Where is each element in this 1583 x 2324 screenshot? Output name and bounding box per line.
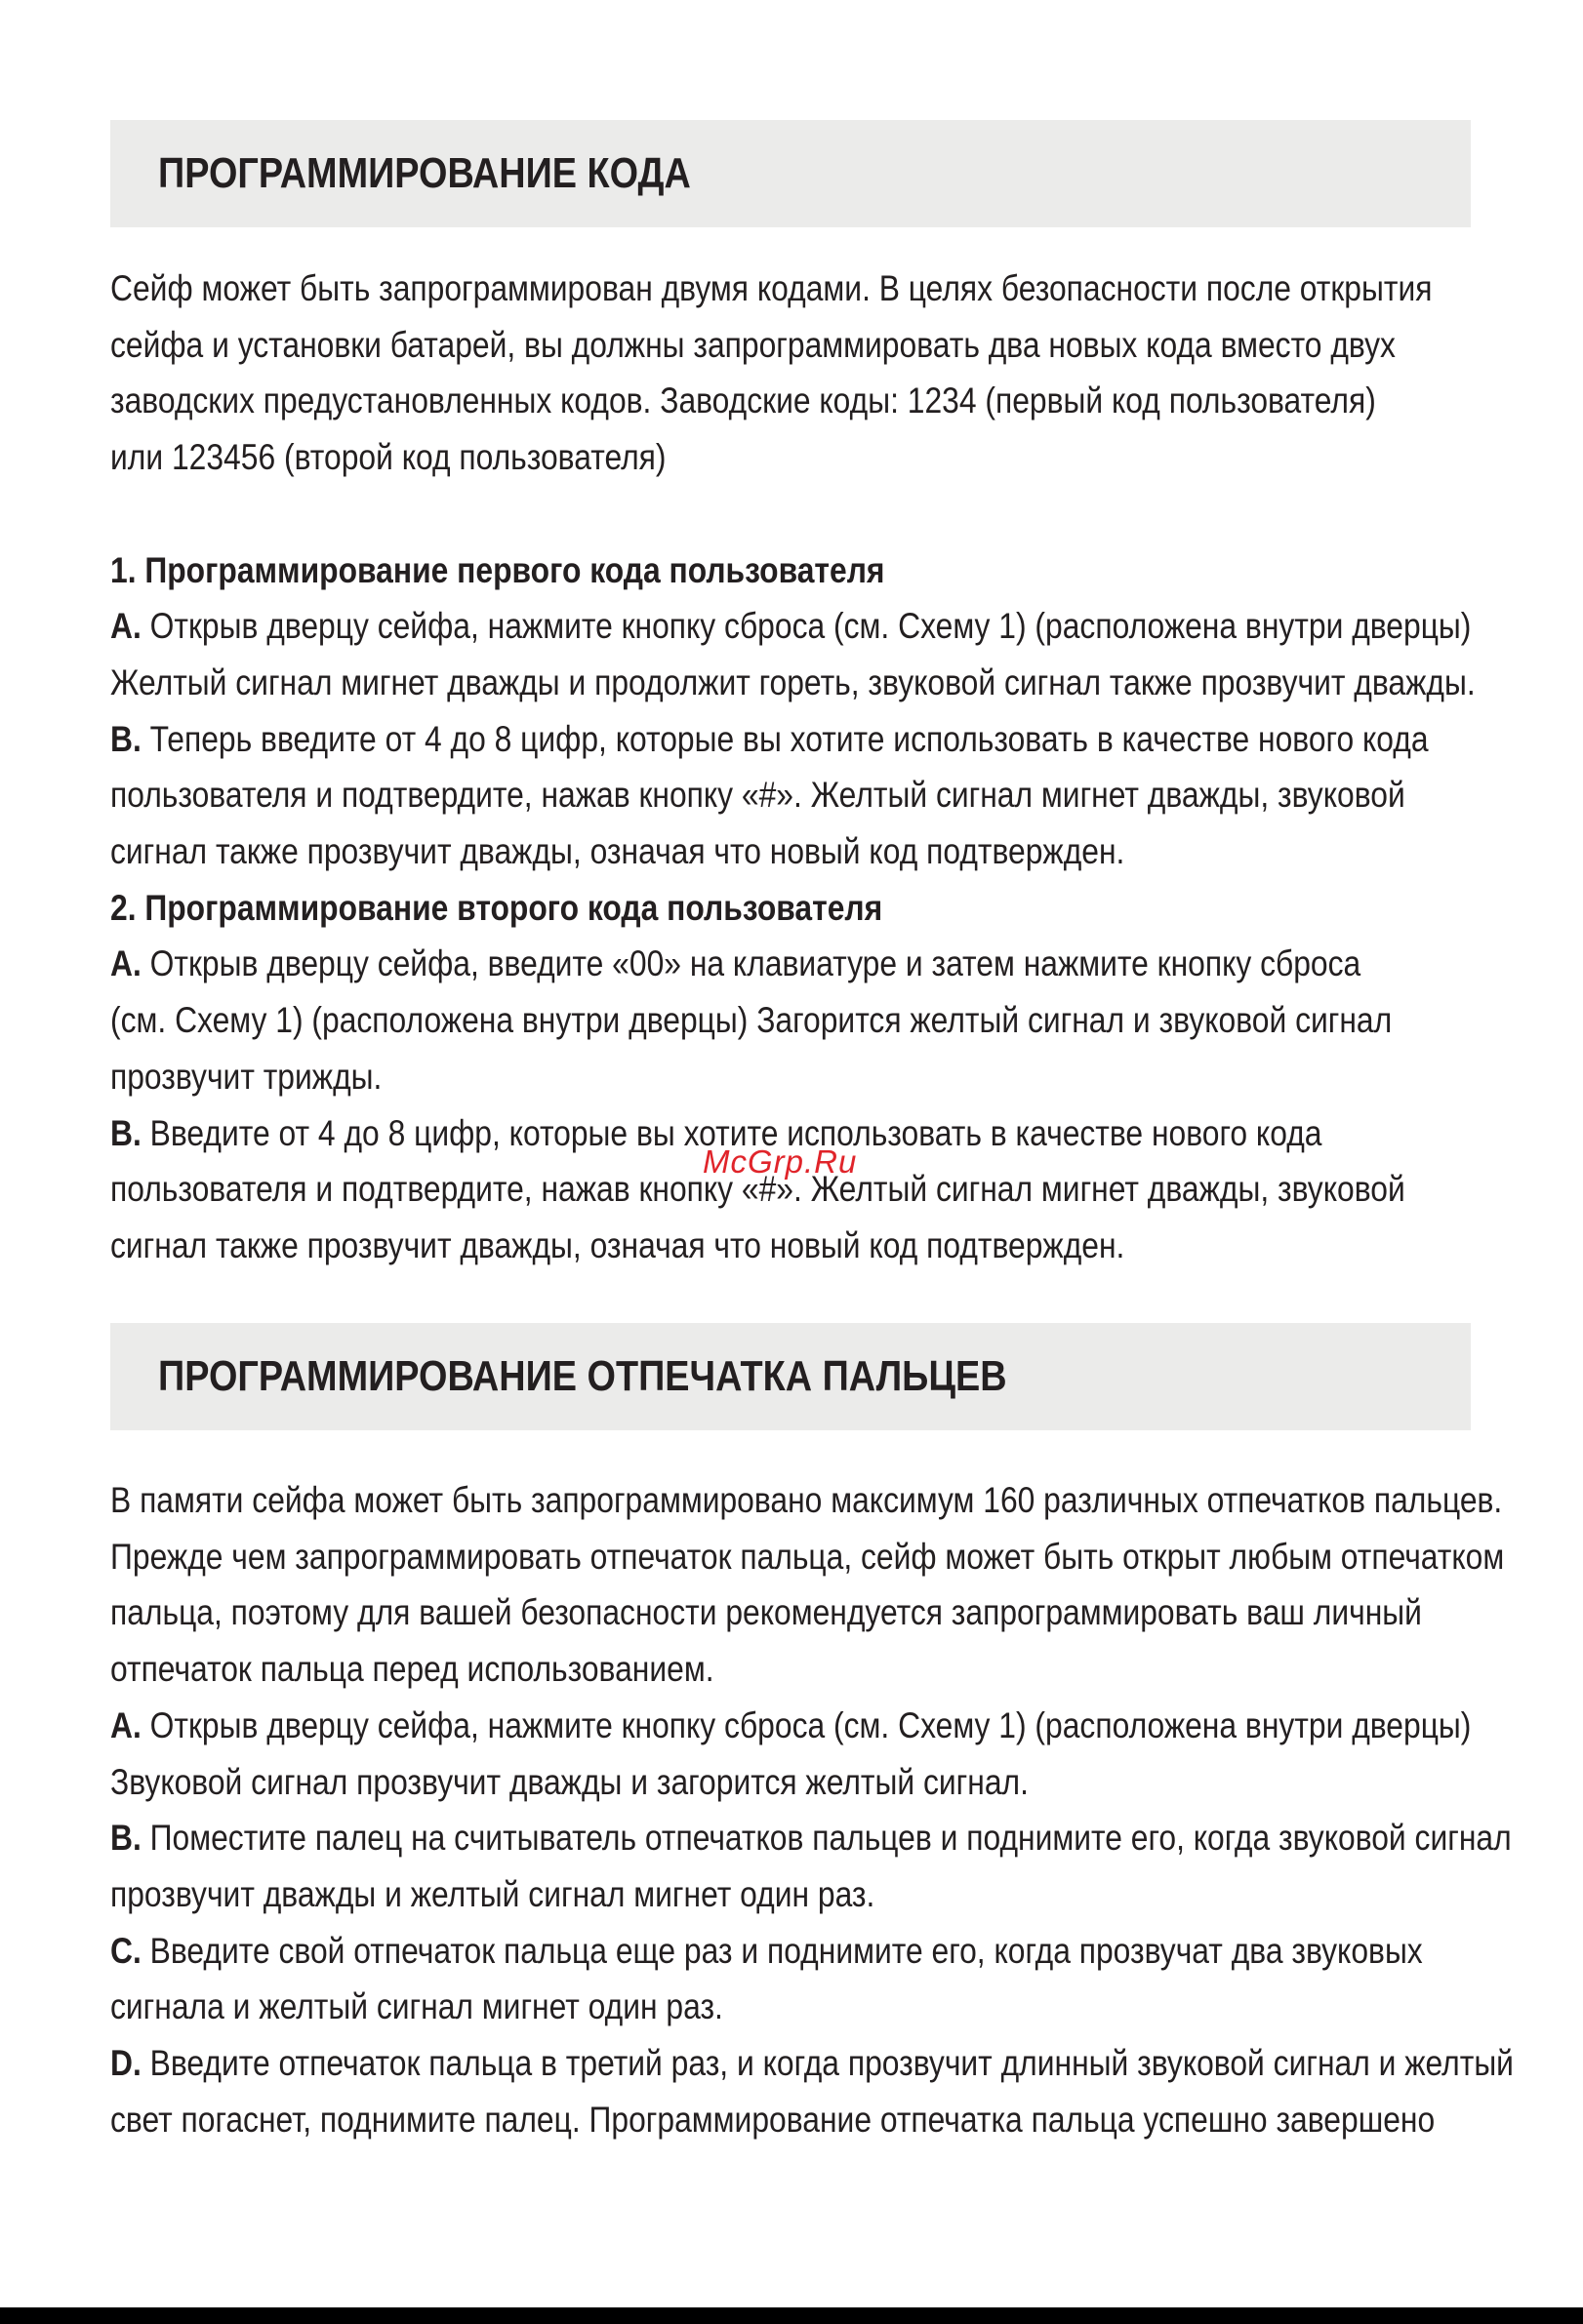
step-b-line [110, 711, 1437, 768]
step-text: Открыв дверцу сейфа, нажмите кнопку сброса (см. Схему 1) (расположена внутри дверцы) [141, 606, 1472, 647]
step-d-line: свет погаснет, поднимите палец. Программирование отпечатка пальца успешно завершено [110, 2099, 1436, 2140]
intro-line: или 123456 (второй код пользователя) [110, 437, 667, 478]
watermark-text: McGrp.Ru [703, 1143, 858, 1180]
intro-line: сейфа и установки батарей, вы должны запрограммировать два новых кода вместо двух [110, 324, 1396, 365]
step-text: Теперь введите от 4 до 8 цифр, которые вы хотите использовать в качестве нового кода [141, 718, 1429, 759]
step-label: A. [110, 943, 142, 984]
section-title-fingerprint: ПРОГРАММИРОВАНИЕ ОТПЕЧАТКА ПАЛЬЦЕВ [158, 1352, 1007, 1400]
step-label: A. [110, 1704, 142, 1745]
step-label: D. [110, 2043, 142, 2084]
step-label: B. [110, 718, 142, 759]
step-b-line: сигнал также прозвучит дважды, означая что новый код подтвержден. [110, 831, 1125, 872]
section-header-code [110, 120, 1471, 227]
step-a-line [110, 1698, 1472, 1754]
step-text: Открыв дверцу сейфа, нажмите кнопку сброса (см. Схему 1) (расположена внутри дверцы) [141, 1704, 1472, 1745]
intro-line: В памяти сейфа может быть запрограммировано максимум 160 различных отпечатков пальцев. [110, 1480, 1503, 1520]
step-a-line [110, 936, 1437, 992]
intro-line: Сейф может быть запрограммирован двумя кодами. В целях безопасности после открытия [110, 268, 1433, 308]
step-a-line: (см. Схему 1) (расположена внутри дверцы) Загорится желтый сигнал и звуковой сигнал [110, 1000, 1393, 1041]
step-b-line: сигнал также прозвучит дважды, означая что новый код подтвержден. [110, 1224, 1125, 1265]
section-body-fingerprint [110, 1472, 1514, 2147]
step-b-line: пользователя и подтвердите, нажав кнопку «#». Желтый сигнал мигнет дважды, звуковой [110, 775, 1405, 816]
step-a-line [110, 598, 1472, 655]
intro-line: отпечаток пальца перед использованием. [110, 1649, 714, 1690]
step-b-line: пользователя и подтвердите, нажав кнопку «#». Желтый сигнал мигнет дважды, звуковой [110, 1169, 1405, 1210]
spacer [110, 486, 1437, 542]
subheading-second-code: 2. Программирование второго кода пользователя [110, 887, 883, 928]
step-text: Введите от 4 до 8 цифр, которые вы хотите использовать в качестве нового кода [141, 1112, 1322, 1153]
intro-line: заводских предустановленных кодов. Заводские коды: 1234 (первый код пользователя) [110, 381, 1376, 421]
step-b-line [110, 1810, 1512, 1866]
intro-line: пальца, поэтому для вашей безопасности рекомендуется запрограммировать ваш личный [110, 1592, 1422, 1633]
bottom-edge-bar [0, 2307, 1583, 2324]
step-a-line: прозвучит трижды. [110, 1056, 383, 1097]
subheading-first-code: 1. Программирование первого кода пользователя [110, 549, 885, 590]
section-body-code [110, 260, 1476, 1274]
intro-line: Прежде чем запрограммировать отпечаток пальца, сейф может быть открыт любым отпечатком [110, 1536, 1505, 1577]
step-text: Введите отпечаток пальца в третий раз, и когда прозвучит длинный звуковой сигнал и желтый [141, 2043, 1514, 2084]
section-header-fingerprint [110, 1323, 1471, 1430]
step-c-line [110, 1923, 1437, 1980]
step-label: B. [110, 1112, 142, 1153]
step-label: A. [110, 606, 142, 647]
step-d-line [110, 2035, 1514, 2092]
step-text: Открыв дверцу сейфа, введите «00» на клавиатуре и затем нажмите кнопку сброса [141, 943, 1361, 984]
step-b-line: прозвучит дважды и желтый сигнал мигнет один раз. [110, 1873, 875, 1914]
section-title-code: ПРОГРАММИРОВАНИЕ КОДА [158, 149, 691, 197]
step-label: B. [110, 1818, 142, 1859]
step-text: Поместите палец на считыватель отпечатков пальцев и поднимите его, когда звуковой сигнал [141, 1818, 1512, 1859]
step-a-line: Желтый сигнал мигнет дважды и продолжит гореть, звуковой сигнал также прозвучит дважды. [110, 661, 1476, 702]
step-c-line: сигнала и желтый сигнал мигнет один раз. [110, 1986, 723, 2027]
step-label: C. [110, 1930, 142, 1971]
step-a-line: Звуковой сигнал прозвучит дважды и загорится желтый сигнал. [110, 1761, 1029, 1802]
step-text: Введите свой отпечаток пальца еще раз и поднимите его, когда прозвучат два звуковых [141, 1930, 1423, 1971]
